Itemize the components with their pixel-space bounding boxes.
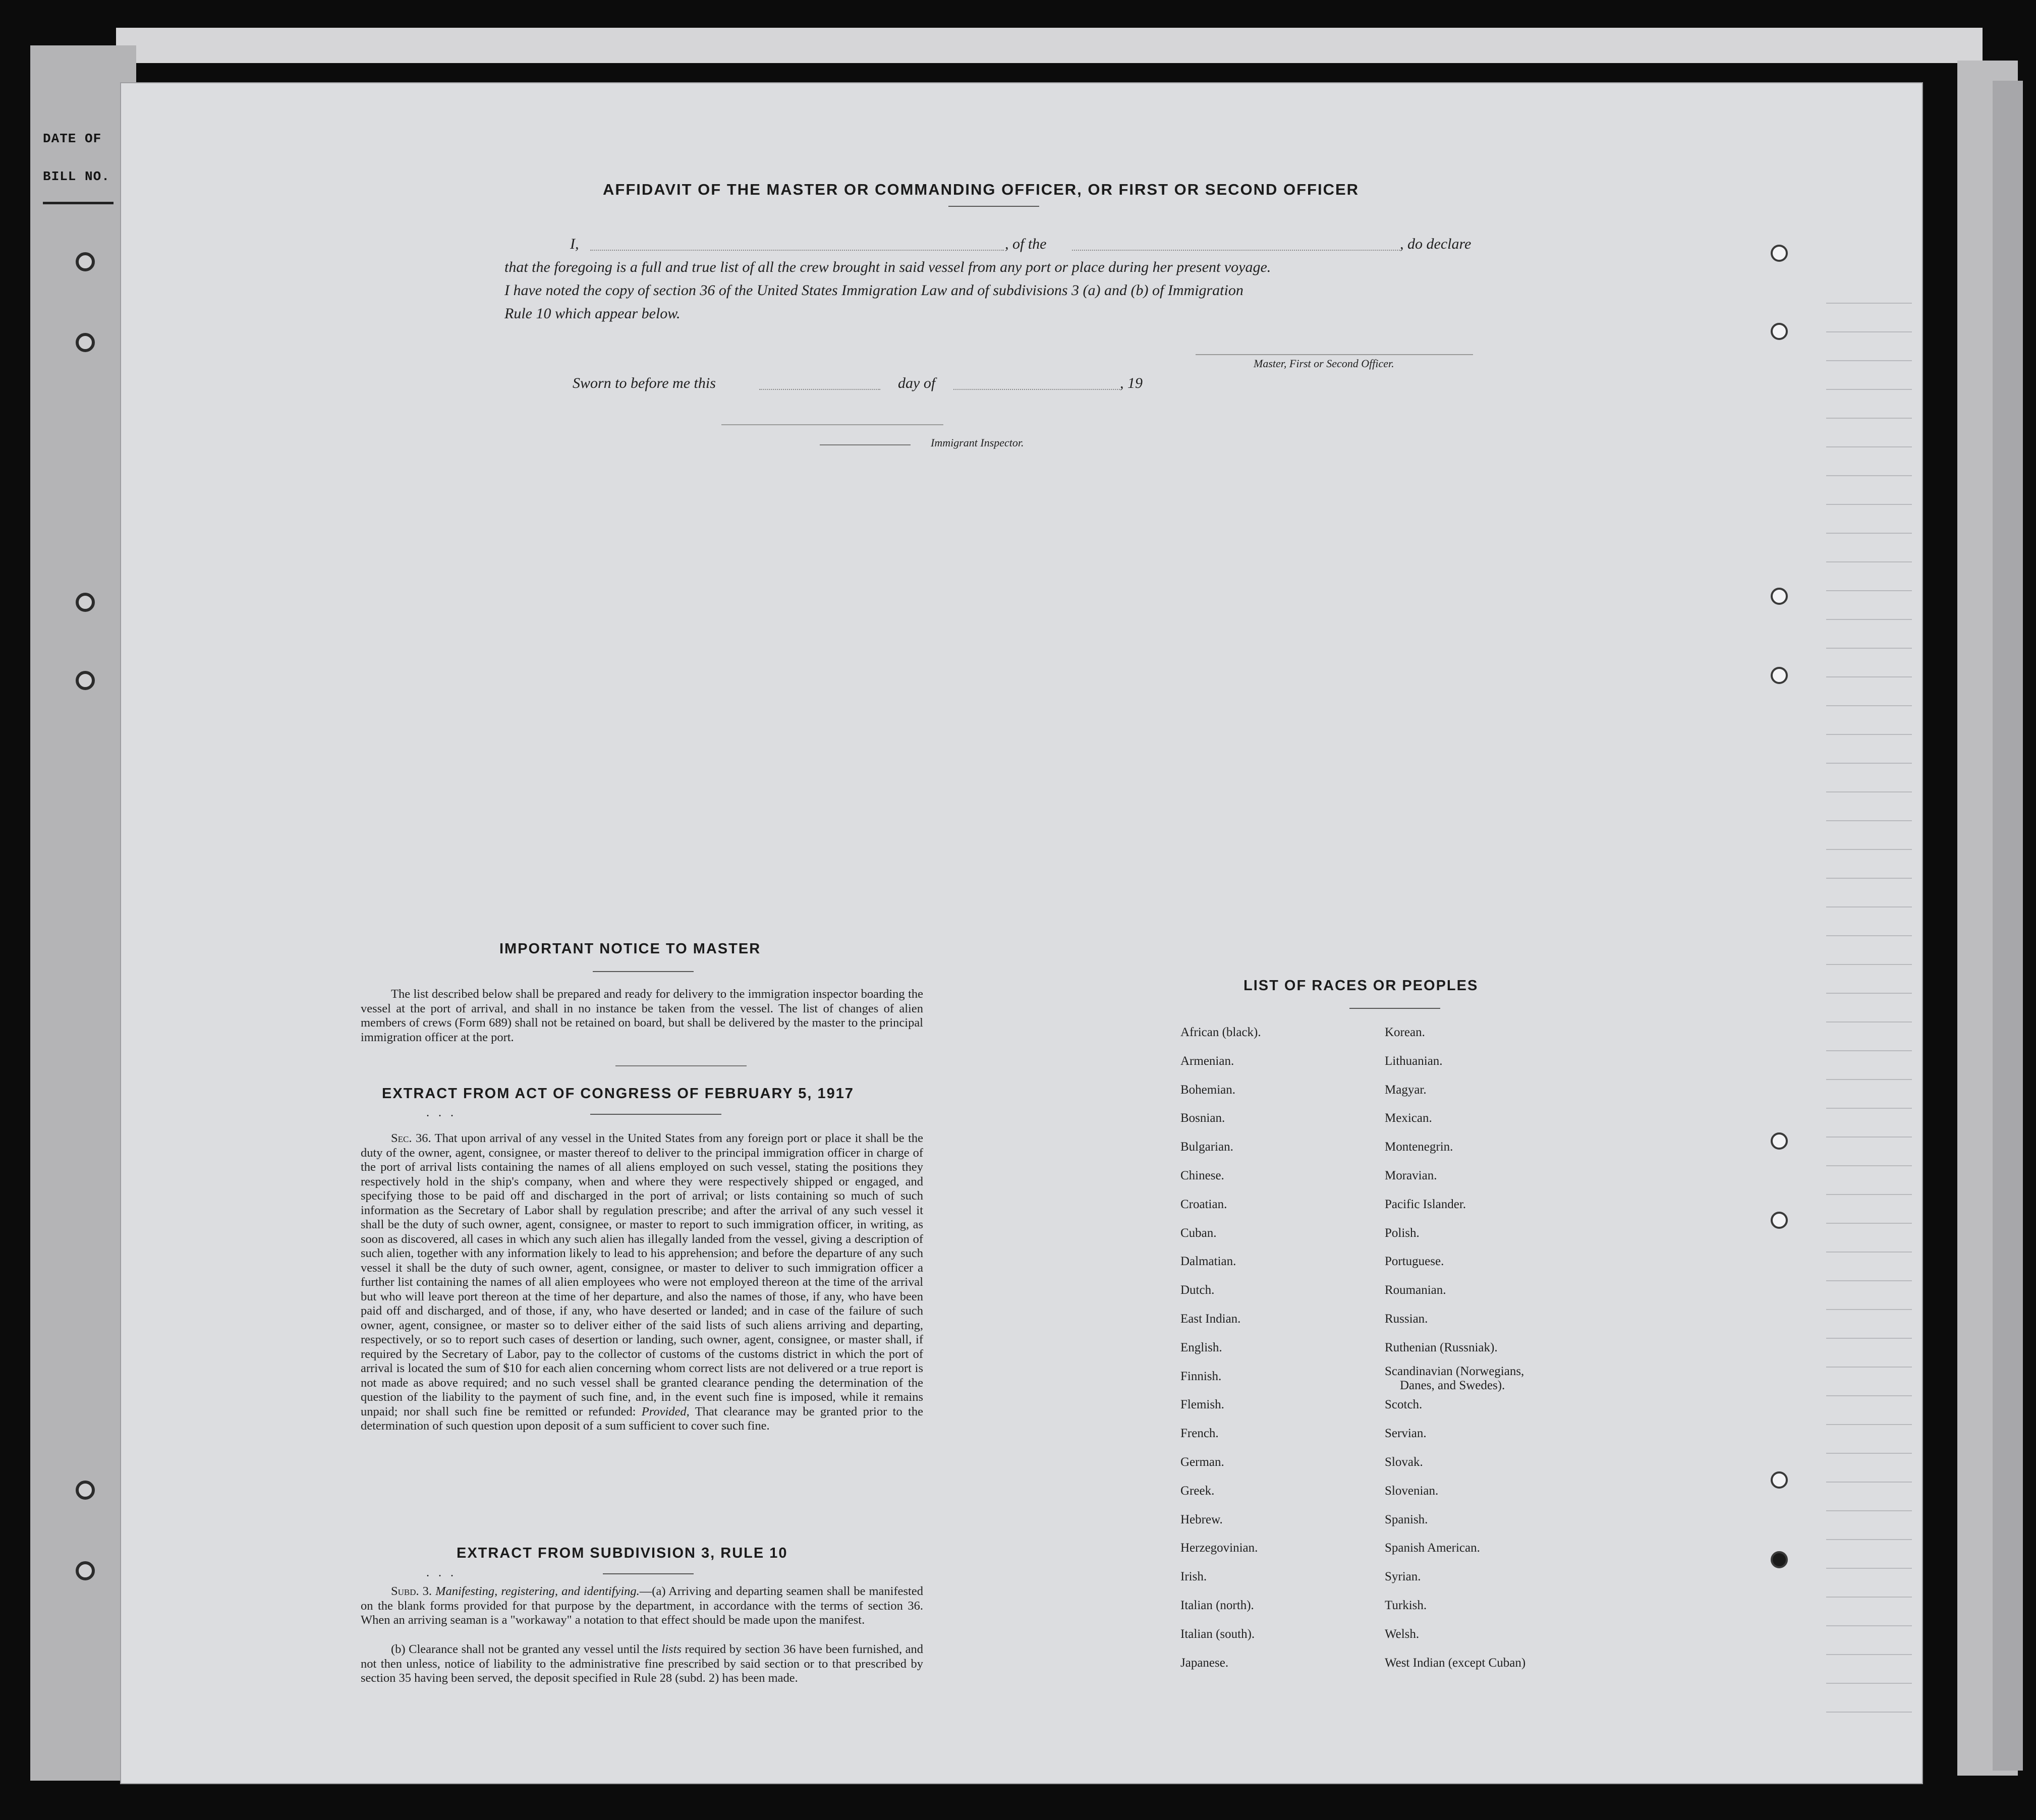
race-item: Herzegovinian. (1180, 1541, 1258, 1555)
race-item: Bosnian. (1180, 1111, 1225, 1125)
race-item: Polish. (1385, 1226, 1420, 1240)
race-item: French. (1180, 1427, 1219, 1441)
race-scandinavian: Scandinavian (Norwegians, (1385, 1364, 1524, 1378)
race-item: Montenegrin. (1385, 1140, 1453, 1154)
race-item: Servian. (1385, 1427, 1427, 1441)
inspector-label: Immigrant Inspector. (931, 436, 1024, 449)
race-item: Italian (north). (1180, 1598, 1254, 1612)
race-item: Spanish. (1385, 1512, 1428, 1526)
race-item: Moravian. (1385, 1168, 1437, 1182)
affidavit-title-rule (948, 206, 1039, 207)
race-item: Turkish. (1385, 1598, 1427, 1612)
race-item: African (black). (1180, 1026, 1261, 1039)
race-item: Roumanian. (1385, 1283, 1446, 1297)
rule-ellipsis: . . . (426, 1566, 457, 1579)
race-item: Lithuanian. (1385, 1054, 1443, 1068)
punch-hole-icon (1771, 1212, 1788, 1229)
binder-ring-icon (76, 252, 95, 271)
rule-para-b (361, 1642, 923, 1686)
affidavit-line4: Rule 10 which appear below. (504, 305, 681, 322)
sec-36-label: Sec. 36. (391, 1131, 431, 1145)
binder-ring-icon (76, 593, 95, 612)
sec-36-provided: Provided, (641, 1404, 690, 1418)
master-signature-label: Master, First or Second Officer. (1254, 357, 1394, 370)
rule-title-rule (603, 1573, 694, 1574)
race-item: Bulgarian. (1180, 1140, 1233, 1154)
race-item: Spanish American. (1385, 1541, 1480, 1555)
rule-title: EXTRACT FROM SUBDIVISION 3, RULE 10 (457, 1545, 788, 1561)
act-title: EXTRACT FROM ACT OF CONGRESS OF FEBRUARY 5, 1917 (382, 1086, 855, 1102)
underlying-page-top (116, 28, 1983, 63)
race-item: Cuban. (1180, 1226, 1217, 1240)
punch-hole-icon (1771, 323, 1788, 340)
race-item: Mexican. (1385, 1111, 1432, 1125)
vessel-blank-field[interactable] (1072, 250, 1400, 251)
master-signature-line[interactable] (1196, 354, 1473, 355)
race-item: Magyar. (1385, 1083, 1427, 1097)
rule-para-a (361, 1584, 923, 1628)
binder-ring-icon (76, 1481, 95, 1500)
race-item: Ruthenian (Russniak). (1385, 1340, 1498, 1354)
notice-title-rule (593, 971, 694, 972)
punch-hole-icon (1771, 1551, 1788, 1568)
race-item: Welsh. (1385, 1627, 1420, 1641)
race-item: Finnish. (1180, 1369, 1222, 1383)
race-item: Scotch. (1385, 1398, 1423, 1412)
name-blank-field[interactable] (590, 250, 1004, 251)
stub-date-label: DATE OF (43, 131, 102, 146)
race-item: Italian (south). (1180, 1627, 1255, 1641)
race-item: Syrian. (1385, 1570, 1421, 1584)
punch-hole-icon (1771, 667, 1788, 684)
races-column-1 (1180, 1025, 1261, 1684)
race-item: German. (1180, 1455, 1224, 1469)
act-section-36 (361, 1131, 923, 1434)
inspector-label-rule (820, 444, 911, 445)
form-sheet (121, 83, 1922, 1783)
act-top-rule (615, 1065, 747, 1066)
race-item: Pacific Islander. (1385, 1197, 1466, 1211)
races-title-rule (1349, 1008, 1440, 1009)
subd-label: Subd. 3. (391, 1584, 432, 1598)
inspector-signature-line[interactable] (721, 424, 943, 425)
race-item: Dalmatian. (1180, 1255, 1236, 1269)
sworn-day-field[interactable] (759, 389, 880, 390)
sec-36-text-end: That clearance may be granted prior to the determination of such question upon deposit of a sum sufficient to cover such fine. (361, 1404, 923, 1433)
sec-36-text: That upon arrival of any vessel in the United States from any foreign port or place it shall be the duty of the owner, agent, consignee, or master thereof to deliver to the principal immigration officer in charge of the port of arrival lists containing the names of all aliens employed on such vessel, stating the positions they respectively hold in the ship's company, when and where they were respectively shipped or engaged, and specifying those to be paid off and discharged in the port of arrival; or lists containing so much of such information as the Secretary of Labor shall by regulation prescribe; and after the arrival of any such vessel it shall be the duty of such owner, agent, consignee, or master to report to such immigration officer, in writing, as soon as discovered, all cases in which any such alien has illegally landed from the vessel, giving a description of such alien, together with any information likely to lead to his apprehension; and before the departure of any such vessel it shall be the duty of such owner, agent, consignee, or master to deliver to such immigration officer a further list containing the names of all alien employees who were not employed thereon at the time of the arrival but who will leave port thereon at the time of her departure, and also the names of those, if any, who have been paid off and discharged, and of those, if any, who have deserted or landed; and in case of the failure of such owner, agent, consignee, or master so to deliver either of the said lists of such aliens arriving and departing, respectively, or so to report such cases of desertion or landing, such owner, agent, consignee, or master shall, if required by the Secretary of Labor, pay to the collector of customs of the customs district in which the port of arrival is located the sum of $10 for each alien concerning whom correct lists are not delivered or a true report is not made as above required; and no such vessel shall be granted clearance pending the determination of the question of the liability to the payment of such fine, and, in the event such fine is imposed, while it remains unpaid; nor shall such fine be remitted or refunded: (361, 1131, 924, 1418)
affidavit-line3: I have noted the copy of section 36 of the United States Immigration Law and of subdivisions 3 (a) and (b) of Immigration (504, 282, 1243, 299)
race-item (1385, 1364, 1525, 1398)
race-item: East Indian. (1180, 1312, 1241, 1326)
punch-hole-icon (1771, 588, 1788, 605)
race-item: Portuguese. (1385, 1255, 1444, 1269)
race-item: Russian. (1385, 1312, 1428, 1326)
subd-heading: Manifesting, registering, and identifying. (435, 1584, 640, 1598)
underlying-page-right-edge (1993, 81, 2023, 1771)
affidavit-of-the: , of the (1005, 236, 1047, 252)
race-item: Irish. (1180, 1570, 1207, 1584)
ruled-lines-underlay (1826, 275, 1912, 1738)
race-item: English. (1180, 1340, 1222, 1354)
subd-para-b-lists: lists (661, 1642, 682, 1656)
race-item: Hebrew. (1180, 1512, 1223, 1526)
race-item: Chinese. (1180, 1168, 1224, 1182)
sworn-month-field[interactable] (953, 389, 1120, 390)
left-stub-label (30, 121, 126, 242)
act-ellipsis: . . . (426, 1106, 457, 1119)
race-item: Greek. (1180, 1484, 1215, 1498)
subd-para-a: —(a) Arriving and departing seamen shall be manifested on the blank forms provided for that purpose by the department, in accordance with the terms of section 36. When an arriving seaman is a "workaway" a notation to that effect should be made upon the manifest. (361, 1584, 923, 1627)
binder-ring-icon (76, 333, 95, 352)
race-item: Dutch. (1180, 1283, 1215, 1297)
race-scandinavian-cont: Danes, and Swedes). (1400, 1378, 1505, 1392)
sworn-text: Sworn to before me this (573, 375, 716, 391)
underlying-page-left (30, 45, 136, 1781)
race-item: Slovenian. (1385, 1484, 1439, 1498)
race-item: Slovak. (1385, 1455, 1423, 1469)
stub-bill-label: BILL NO. (43, 169, 110, 184)
affidavit-do-declare: , do declare (1400, 236, 1472, 252)
race-item: Bohemian. (1180, 1083, 1236, 1097)
notice-title: IMPORTANT NOTICE TO MASTER (499, 941, 761, 957)
punch-hole-icon (1771, 1132, 1788, 1150)
punch-hole-icon (1771, 245, 1788, 262)
binder-ring-icon (76, 1561, 95, 1580)
affidavit-line2: that the foregoing is a full and true list of all the crew brought in said vessel from any port or place during her present voyage. (504, 259, 1271, 275)
race-item: Flemish. (1180, 1398, 1224, 1412)
bleed-through-area (277, 454, 1589, 1010)
subd-para-b-end: required by section 36 have been furnished, and not then unless, notice of liability to the administrative fine prescribed by said section or to that prescribed by section 35 having been served, the deposit specified in Rule 28 (subd. 2) has been made. (361, 1642, 924, 1685)
race-item: Korean. (1385, 1026, 1425, 1039)
punch-hole-icon (1771, 1471, 1788, 1489)
binder-ring-icon (76, 671, 95, 690)
subd-para-b-start: (b) Clearance shall not be granted any vessel until the (391, 1642, 658, 1656)
stub-rule (43, 202, 114, 204)
notice-text: The list described below shall be prepared and ready for delivery to the immigration inspector boarding the vessel at the port of arrival, and shall in no instance be taken from the vessel. The list of changes of alien members of crews (Form 689) shall not be retained on board, but shall be delivered by the master to the principal immigration officer at the port. (361, 987, 923, 1044)
day-of-text: day of (898, 375, 936, 391)
year-text: , 19 (1120, 375, 1143, 391)
races-title: LIST OF RACES OR PEOPLES (1243, 978, 1479, 994)
race-item: Japanese. (1180, 1656, 1229, 1670)
race-item: Croatian. (1180, 1197, 1227, 1211)
affidavit-i: I, (570, 236, 579, 252)
races-column-2 (1385, 1025, 1525, 1684)
race-item: West Indian (except Cuban) (1385, 1656, 1526, 1670)
race-item: Armenian. (1180, 1054, 1234, 1068)
act-title-rule (590, 1114, 721, 1115)
affidavit-title: AFFIDAVIT OF THE MASTER OR COMMANDING OFFICER, OR FIRST OR SECOND OFFICER (603, 181, 1360, 198)
